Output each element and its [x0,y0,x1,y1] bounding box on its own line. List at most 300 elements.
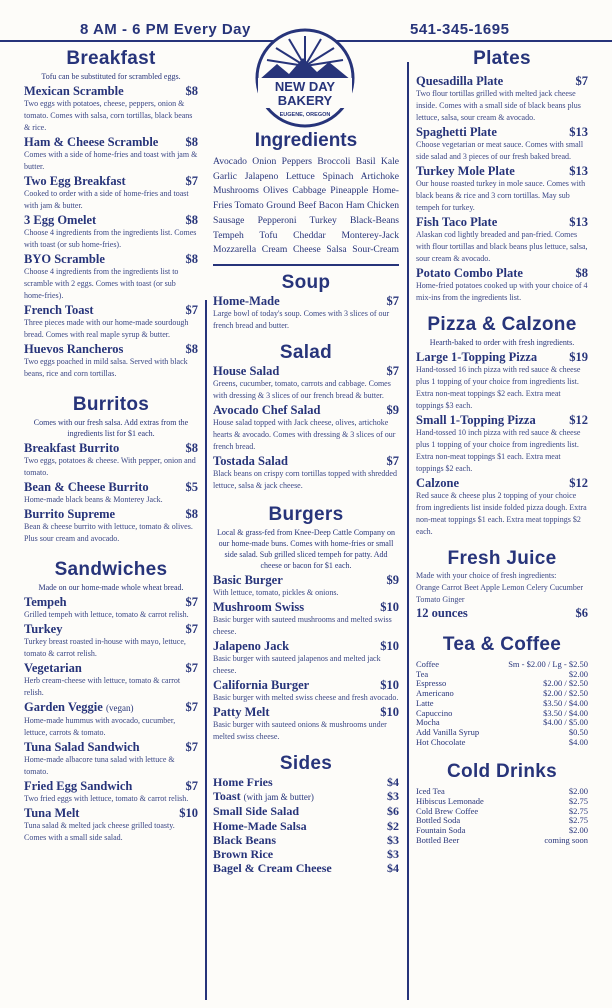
menu-item-description: Choose vegetarian or meat sauce. Comes with small side salad and 3 pieces of our fresh baked bread. [416,140,584,161]
side-item-price: $4 [387,861,399,876]
coffee-item [416,738,588,748]
menu-item-row [416,350,588,364]
cold-drink-item-name: Iced Tea [416,786,445,797]
menu-item-price: $7 [185,661,198,675]
menu-item-row [24,135,198,149]
cold-drink-item-name: Bottled Soda [416,815,461,826]
menu-item [24,700,198,739]
menu-item-name [416,125,497,139]
menu-item-name-text: Breakfast Burrito [24,441,120,455]
side-item [213,804,399,818]
menu-item-name-text: Small 1-Topping Pizza [416,413,536,427]
side-item-name-text: Home Fries [213,774,273,789]
menu-item-row [24,342,198,356]
menu-item-price: $13 [569,215,588,229]
section-title-coffee: Tea & Coffee [442,634,562,655]
menu-item-row [24,700,198,715]
section-title-ingredients: Ingredients [254,130,358,151]
side-item-name-text: Black Beans [213,832,277,847]
menu-item-name-text: Tuna Melt [24,806,80,820]
side-item [213,819,399,833]
menu-item [213,705,399,743]
menu-item-price: $7 [386,293,399,308]
menu-item-name [24,135,158,149]
coffee-item-name: Latte [416,697,434,708]
side-item-price: $2 [387,818,399,833]
cold-drink-item-price: $2.00 [568,786,588,797]
section-note-burgers: Local & grass-fed from Knee-Deep Cattle Company on our home-made buns. Comes with home-fries or small side salad. Sub grilled sliced tempeh for patty. Add cheese or bacon for $1 each. [217,527,395,570]
menu-item-description: Hand-tossed 16 inch pizza with red sauce & cheese plus 1 topping of your choice from ingredients list. Extra non-meat toppings $2 each. Extra meat toppings $3 each. [416,365,581,410]
menu-item-price: $7 [185,700,198,714]
juice-options: Orange Carrot Beet Apple Lemon Celery Cucumber Tomato Ginger [416,583,584,604]
menu-item [24,661,198,699]
menu-item-description: Basic burger with melted swiss cheese and fresh avocado. [213,692,399,702]
side-item-name-text: Toast [213,789,241,804]
menu-item-name-text: Fish Taco Plate [416,215,498,229]
coffee-item-name: Americano [416,688,454,699]
menu-item [24,84,198,134]
menu-item-row [24,806,198,820]
menu-item-name [213,294,280,308]
menu-item-price: $10 [179,806,198,820]
menu-item-price: $7 [185,595,198,609]
menu-item-name-text: Tostada Salad [213,453,288,468]
menu-item [24,622,198,660]
menu-item [24,806,198,844]
juice-price-row [416,606,588,620]
menu-item-price: $12 [569,476,588,490]
menu-item-name-text: Bean & Cheese Burrito [24,480,149,494]
menu-item-price: $8 [185,84,198,98]
menu-item-price: $7 [386,363,399,378]
side-item-name [213,789,314,804]
side-item-price: $4 [387,774,399,789]
phone-number: 541-345-1695 [410,21,510,38]
cold-drink-item-name: Cold Brew Coffee [416,805,479,816]
coffee-item-price: $3.50 / $4.00 [543,697,588,708]
menu-item-row [213,600,399,614]
section-note-breakfast: Tofu can be substituted for scrambled eggs. [41,72,181,81]
menu-item-description: Two eggs, potatoes & cheese. With pepper, onion and tomato. [24,456,196,477]
side-item-tag: (with jam & butter) [243,792,314,803]
menu-item-name [24,779,132,793]
side-item [213,833,399,847]
menu-item-name-text: Jalapeno Jack [213,638,290,653]
logo-line3: EUGENE, OREGON [279,112,331,118]
menu-item-name-text: Fried Egg Sandwich [24,779,133,793]
section-title-burritos: Burritos [72,394,150,415]
coffee-item-name: Tea [416,668,429,679]
menu-item-name [416,74,503,88]
menu-item-description: Two eggs with potatoes, cheese, peppers, onion & tomato. Comes with salsa, corn tortillas, black beans & rice. [24,99,193,132]
menu-item-name-text: California Burger [213,677,310,692]
side-item-name [213,804,299,818]
menu-item-name-text: Quesadilla Plate [416,74,504,88]
menu-item-row [24,595,198,609]
coffee-item-name: Capuccino [416,707,453,718]
menu-item-name [24,174,126,188]
menu-item-row [24,174,198,188]
menu-item [213,678,399,704]
menu-item [24,342,198,380]
coffee-item [416,660,588,670]
menu-item-description: Greens, cucumber, tomato, carrots and cabbage. Comes with dressing & 3 slices of our french bread & butter. [213,378,391,400]
section-title-breakfast: Breakfast [66,48,156,69]
menu-item-name-text: 3 Egg Omelet [24,213,97,227]
menu-item-description: Alaskan cod lightly breaded and pan-fried. Comes with flour tortillas and black beans plus lettuce, salsa, sour cream & avocado. [416,230,588,263]
salad-list [213,364,399,492]
logo-line1: NEW DAY [274,79,336,94]
menu-item-price: $12 [569,413,588,427]
menu-item [213,364,399,402]
coffee-item-price: $2.00 [568,668,588,679]
section-title-soup: Soup [281,271,331,293]
menu-item [213,294,399,332]
menu-item-name-text: Vegetarian [24,661,82,675]
menu-item-row [416,74,588,88]
menu-item-row [24,303,198,317]
side-item-price: $3 [387,832,399,847]
cold-drink-item [416,836,588,846]
section-title-juice: Fresh Juice [447,548,557,569]
menu-item-price: $10 [380,677,399,692]
section-title-sandwiches: Sandwiches [54,559,168,580]
soup-list [213,294,399,332]
bakery-logo [255,28,355,128]
menu-item-description: Large bowl of today's soup. Comes with 3 slices of our french bread and butter. [213,308,390,330]
menu-item-price: $7 [185,622,198,636]
section-note-sandwiches: Made on our home-made whole wheat bread. [38,583,184,592]
menu-item-name [213,639,289,653]
cold-drink-item-price: coming soon [544,834,588,845]
logo-badge-icon [255,28,355,128]
menu-item-description: Black beans on crispy corn tortillas topped with shredded lettuce, salsa & jack cheese. [213,468,397,490]
menu-item-price: $7 [575,74,588,88]
side-item-price: $3 [387,789,399,804]
menu-item-description: Choose 4 ingredients from the ingredients list. Comes with toast (or sub home-fries). [24,228,197,249]
menu-item-description: Basic burger with sauteed jalapenos and melted jack cheese. [213,653,381,675]
menu-item-description: Bean & cheese burrito with lettuce, tomato & olives. Plus sour cream and avocado. [24,522,193,543]
side-item [213,775,399,789]
menu-item-name [416,215,497,229]
menu-item-name [24,84,124,98]
coffee-item-price: $4.00 / $5.00 [543,717,588,728]
menu-item-name [213,454,288,468]
menu-item-row [24,441,198,455]
cold-drink-item-name: Hibiscus Lemonade [416,796,484,807]
side-item [213,861,399,875]
menu-item [24,595,198,621]
coffee-item-price: $2.00 / $2.50 [543,678,588,689]
menu-item-price: $8 [185,441,198,455]
menu-item-name [24,303,94,317]
menu-item-name-text: Basic Burger [213,572,283,587]
section-title-burgers: Burgers [268,503,344,525]
menu-item-name [24,595,67,609]
menu-item-name-text: Large 1-Topping Pizza [416,350,538,364]
menu-item-row [416,215,588,229]
menu-item-name-text: Huevos Rancheros [24,342,124,356]
coffee-item-name: Hot Chocolate [416,736,466,747]
side-item [213,847,399,861]
menu-item-description: Comes with a side of home-fries and toast with jam & butter. [24,150,198,171]
menu-item-price: $8 [185,135,198,149]
column-divider-right [407,62,409,1000]
menu-item-description: Home-made albacore tuna salad with lettuce & tomato. [24,755,175,776]
juice-description: Made with your choice of fresh ingredients: [416,571,557,580]
menu-item-name-text: Calzone [416,476,460,490]
side-item-name [213,819,307,833]
section-title-pizza: Pizza & Calzone [427,314,577,335]
side-item-price: $3 [387,846,399,861]
menu-item-price: $7 [185,779,198,793]
menu-item-description: Herb cream-cheese with lettuce, tomato & carrot relish. [24,676,181,697]
menu-item-name-text: Home-Made [213,293,280,308]
menu-item-name-text: Burrito Supreme [24,507,116,521]
menu-item-row [24,84,198,98]
menu-item-name [24,806,79,820]
menu-item-name [24,740,140,754]
menu-item-name [416,164,515,178]
burritos-list [24,441,198,545]
juice-price: $6 [575,606,588,620]
section-title-cold-drinks: Cold Drinks [447,761,557,783]
menu-item-price: $10 [380,704,399,719]
menu-item-name-text: French Toast [24,303,94,317]
menu-item-row [213,705,399,719]
menu-item [24,441,198,479]
menu-item-name-text: Tuna Salad Sandwich [24,740,140,754]
menu-item [213,600,399,638]
menu-item-description: Home-made hummus with avocado, cucumber, lettuce, carrots & tomato. [24,716,176,737]
menu-item-price: $10 [380,599,399,614]
side-item-name-text: Small Side Salad [213,804,300,819]
menu-item-tag: (vegan) [105,703,134,713]
menu-item-price: $8 [575,266,588,280]
menu-item-description: Turkey breast roasted in-house with mayo, lettuce, tomato & carrot relish. [24,637,186,658]
menu-item-row [213,573,399,587]
cold-drinks-list [416,787,588,845]
menu-item-name [24,622,62,636]
menu-item [24,740,198,778]
juice-size: 12 ounces [416,606,468,620]
breakfast-list [24,84,198,380]
menu-item-row [213,364,399,378]
ingredients-list: Avocado Onion Peppers Broccoli Basil Kale Garlic Jalapeno Lettuce Spinach Artichoke Mushrooms Olives Cabbage Pineapple Home-Fries Tomato Ground Beef Bacon Ham Chicken Sausage Pepperoni Turkey Black-Beans Tempeh Tofu Cheddar Monterey-Jack Mozzarella Cream Cheese Salsa Sour-Cream [213,156,399,256]
menu-item-name [213,600,304,614]
side-item-name-text: Bagel & Cream Cheese [213,861,332,876]
menu-item-name [213,364,279,378]
column-divider-left [205,300,207,1000]
menu-item-price: $8 [185,507,198,521]
menu-item-name [24,507,115,521]
menu-item [213,403,399,453]
cold-drink-item-name: Fountain Soda [416,825,466,836]
menu-item-name-text: Two Egg Breakfast [24,174,126,188]
menu-item-row [213,294,399,308]
menu-item-row [24,661,198,675]
side-item-name [213,775,273,789]
side-item-name-text: Home-Made Salsa [213,818,307,833]
menu-item-name [213,705,270,719]
menu-item-name-text: Patty Melt [213,704,270,719]
menu-item-name-text: House Salad [213,363,280,378]
menu-item [213,573,399,599]
coffee-list [416,660,588,747]
menu-item-description: Two eggs poached in mild salsa. Served with black beans, rice and corn tortillas. [24,357,188,378]
side-item-name [213,847,273,861]
cold-drink-item-name: Bottled Beer [416,834,460,845]
logo-line2: BAKERY [277,93,333,108]
coffee-item-name: Add Vanilla Syrup [416,726,480,737]
menu-item-row [24,622,198,636]
menu-item [24,480,198,506]
menu-item-name-text: Mexican Scramble [24,84,124,98]
section-title-salad: Salad [279,341,333,363]
menu-item [213,454,399,492]
menu-item-row [213,678,399,692]
section-note-pizza: Hearth-baked to order with fresh ingredients. [429,338,575,347]
menu-item-description: Home-made black beans & Monterey Jack. [24,495,163,504]
menu-item [24,303,198,341]
menu-item-row [416,266,588,280]
side-item [213,789,399,804]
menu-item-price: $5 [185,480,198,494]
menu-item-price: $13 [569,164,588,178]
menu-item [416,125,588,163]
menu-item-price: $8 [185,342,198,356]
menu-item-row [416,164,588,178]
menu-item-price: $7 [185,740,198,754]
menu-item-description: Our house roasted turkey in mole sauce. Comes with black beans & rice and 3 corn tortillas. May sub tempeh for turkey. [416,179,586,212]
menu-item-price: $10 [380,638,399,653]
sandwiches-list [24,595,198,844]
section-title-sides: Sides [279,752,333,774]
menu-item-price: $9 [386,572,399,587]
hours-text: 8 AM - 6 PM Every Day [80,21,251,38]
side-item-name [213,833,276,847]
pizza-list [416,350,588,538]
menu-item [24,779,198,805]
menu-item-name [416,350,537,364]
menu-item-row [213,639,399,653]
menu-item [416,164,588,214]
menu-item [24,252,198,302]
menu-item-row [24,740,198,754]
column-middle [213,130,399,875]
menu-item-name [213,678,309,692]
menu-item-row [24,507,198,521]
burgers-list [213,573,399,743]
menu-item-description: Grilled tempeh with lettuce, tomato & carrot relish. [24,610,189,619]
menu-item [416,476,588,538]
menu-item-name [416,266,523,280]
section-note-burritos: Comes with our fresh salsa. Add extras from the ingredients list for $1 each. [33,418,189,438]
column-left [24,48,198,845]
menu-item-description: Basic burger with sauteed mushrooms and melted swiss cheese. [213,614,392,636]
menu-item-description: Cooked to order with a side of home-fries and toast with jam & butter. [24,189,189,210]
menu-item-name-text: Mushroom Swiss [213,599,305,614]
menu-item-row [24,480,198,494]
menu-item-name [24,342,123,356]
coffee-item-name: Coffee [416,659,439,669]
menu-item-description: Three pieces made with our home-made sourdough bread. Comes with real maple syrup & butter. [24,318,189,339]
menu-item-description: Tuna salad & melted jack cheese grilled toasty. Comes with a small side salad. [24,821,175,842]
menu-item-price: $9 [386,402,399,417]
menu-item-name [24,661,82,675]
coffee-item-price: Sm - $2.00 / Lg - $2.50 [508,659,588,669]
menu-item-description: Choose 4 ingredients from the ingredients list to scramble with 2 eggs. Comes with toast (or sub home-fries). [24,267,179,300]
menu-item-row [24,779,198,793]
menu-item [24,135,198,173]
side-item-name-text: Brown Rice [213,846,274,861]
sides-list [213,775,399,875]
cold-drink-item-price: $2.00 [568,825,588,836]
menu-item [416,74,588,124]
coffee-item-name: Mocha [416,717,440,728]
menu-item-name-text: Potato Combo Plate [416,266,523,280]
menu-item [416,266,588,304]
cold-drink-item-price: $2.75 [568,815,588,826]
menu-item-name [213,403,320,417]
menu-item-price: $19 [569,350,588,364]
menu-item-name-text: Turkey [24,622,63,636]
menu-item [213,639,399,677]
ingredients-rule [213,264,399,266]
menu-item-row [416,413,588,427]
menu-item [24,507,198,545]
menu-item-name-text: Tempeh [24,595,67,609]
menu-item-price: $8 [185,252,198,266]
menu-item-row [24,252,198,266]
menu-item-row [416,125,588,139]
menu-item-description: Red sauce & cheese plus 2 topping of your choice from ingredients list inside folded pizza dough. Extra non-meat toppings $1 each. Extra meat toppings $2 each. [416,491,587,536]
coffee-item-price: $4.00 [568,736,588,747]
menu-item [416,413,588,475]
menu-item-price: $13 [569,125,588,139]
plates-list [416,74,588,304]
menu-item [416,215,588,265]
menu-item-price: $8 [185,213,198,227]
menu-item-name-text: Ham & Cheese Scramble [24,135,159,149]
coffee-item-name: Espresso [416,678,447,689]
section-title-plates: Plates [473,48,531,69]
menu-item-description: Two fried eggs with lettuce, tomato & carrot relish. [24,794,189,803]
menu-item-name-text: Garden Veggie [24,700,103,714]
menu-item-description: Hand-tossed 10 inch pizza with red sauce & cheese plus 1 topping of your choice from ingredients list. Extra non-meat toppings $1 each. Extra meat toppings $2 each. [416,428,581,473]
menu-item-description: With lettuce, tomato, pickles & onions. [213,587,339,597]
menu-item-name [24,700,133,715]
menu-item-row [213,403,399,417]
menu-item-row [24,213,198,227]
menu-item-name [416,413,536,427]
menu-item-name-text: Turkey Mole Plate [416,164,515,178]
coffee-item-price: $3.50 / $4.00 [543,707,588,718]
coffee-item-price: $0.50 [568,726,588,737]
menu-item [24,174,198,212]
menu-item-description: Two flour tortillas grilled with melted jack cheese inside. Comes with a small side of black beans plus lettuce, salsa, sour cream & avocado. [416,89,581,122]
menu-item-description: Home-fried potatoes cooked up with your choice of 4 mix-ins from the ingredients list. [416,281,588,302]
menu-item-name [24,213,96,227]
menu-item-name [24,252,105,266]
menu-item [416,350,588,412]
side-item-name [213,861,332,875]
menu-item-name-text: Spaghetti Plate [416,125,497,139]
menu-item-description: House salad topped with Jack cheese, olives, artichoke hearts & avocado. Comes with dressing & 3 slices of our french bread. [213,417,396,451]
menu-item-name [416,476,459,490]
cold-drink-item-price: $2.75 [568,796,588,807]
menu-item-name [213,573,283,587]
